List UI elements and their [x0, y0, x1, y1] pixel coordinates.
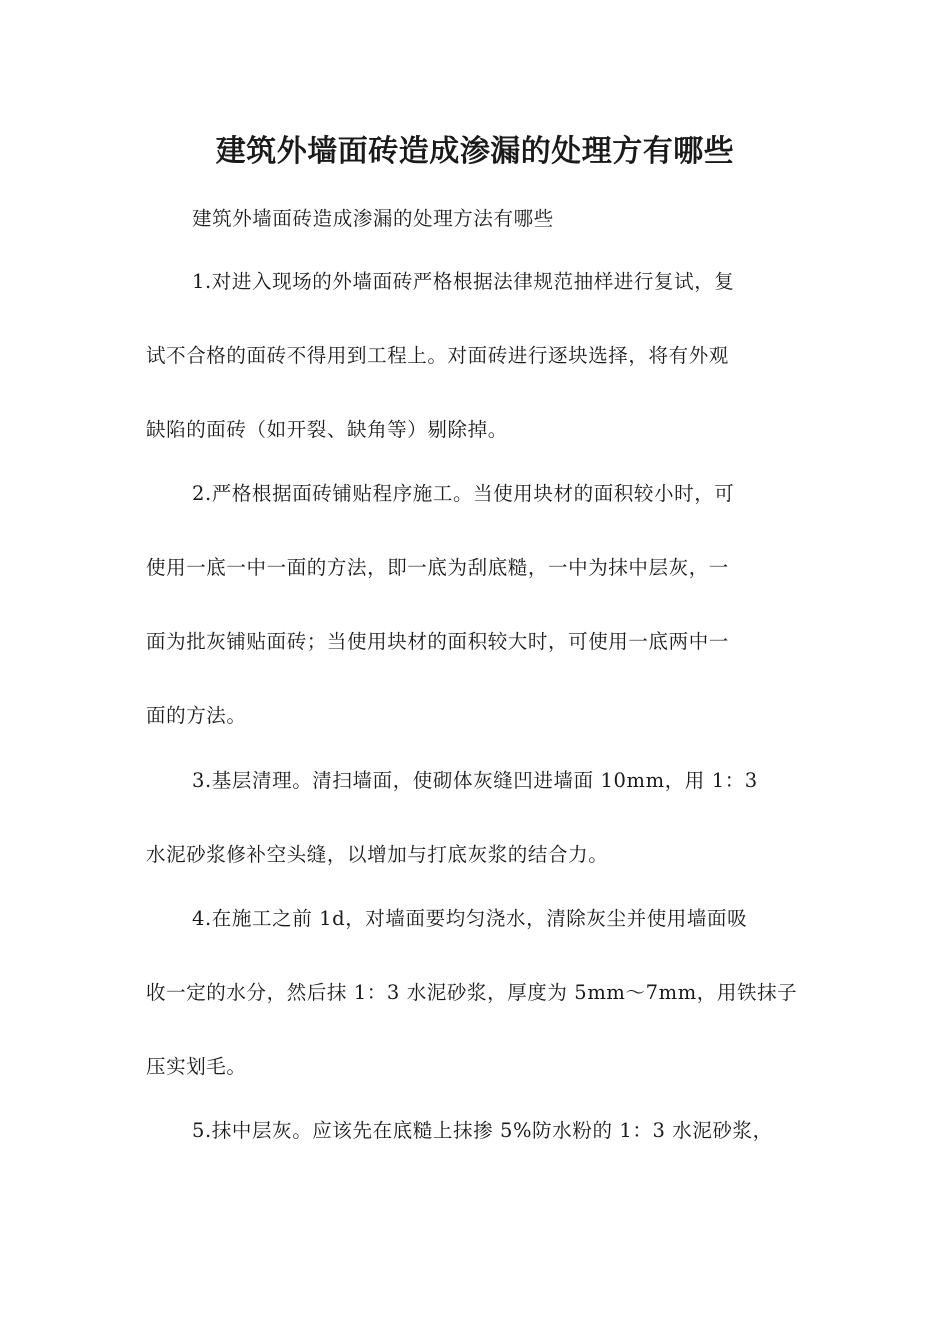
paragraph-line: 使用一底一中一面的方法，即一底为刮底糙，一中为抹中层灰，一 — [146, 556, 729, 579]
paragraph-line: 面的方法。 — [146, 704, 247, 727]
paragraph-line: 1.对进入现场的外墙面砖严格根据法律规范抽样进行复试，复 — [192, 270, 735, 293]
paragraph-line: 面为批灰铺贴面砖；当使用块材的面积较大时，可使用一底两中一 — [146, 630, 729, 653]
paragraph-line: 试不合格的面砖不得用到工程上。对面砖进行逐块选择，将有外观 — [146, 344, 729, 367]
subtitle-line: 建筑外墙面砖造成渗漏的处理方法有哪些 — [192, 207, 554, 230]
paragraph-line: 缺陷的面砖（如开裂、缺角等）剔除掉。 — [146, 418, 508, 441]
page-title: 建筑外墙面砖造成渗漏的处理方有哪些 — [215, 134, 735, 169]
paragraph-line: 2.严格根据面砖铺贴程序施工。当使用块材的面积较小时，可 — [192, 482, 735, 505]
paragraph-line: 水泥砂浆修补空头缝，以增加与打底灰浆的结合力。 — [146, 843, 609, 866]
paragraph-line: 4.在施工之前 1d，对墙面要均匀浇水，清除灰尘并使用墙面吸 — [192, 907, 748, 930]
paragraph-line: 5.抹中层灰。应该先在底糙上抹掺 5%防水粉的 1：3 水泥砂浆， — [192, 1119, 773, 1142]
paragraph-line: 3.基层清理。清扫墙面，使砌体灰缝凹进墙面 10mm，用 1：3 — [192, 769, 758, 792]
paragraph-line: 收一定的水分，然后抹 1：3 水泥砂浆，厚度为 5mm～7mm，用铁抹子 — [146, 981, 798, 1004]
paragraph-line: 压实划毛。 — [146, 1055, 247, 1078]
